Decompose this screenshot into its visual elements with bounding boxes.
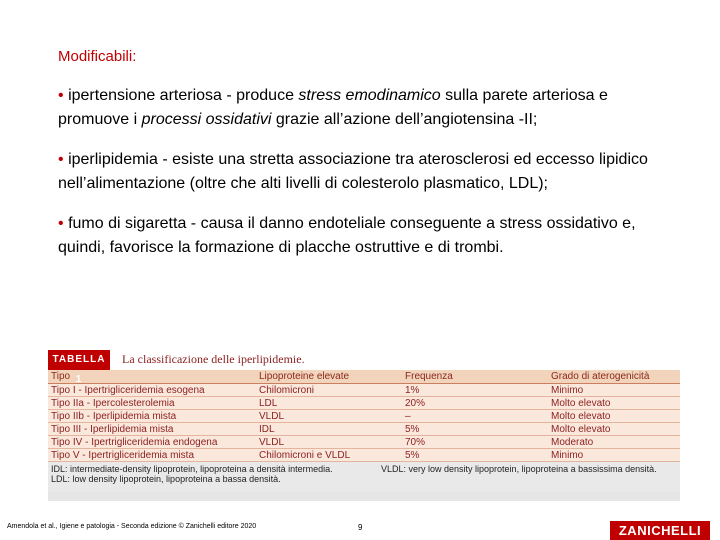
bullet-term: fumo di sigaretta bbox=[68, 215, 187, 232]
table-cell: 70% bbox=[402, 436, 548, 449]
table-cell: Tipo IIb - Iperlipidemia mista bbox=[48, 410, 256, 423]
bullet-list bbox=[58, 84, 678, 276]
note-ldl: LDL: low density lipoprotein, lipoproteina a bassa densità. bbox=[51, 474, 281, 484]
note-left bbox=[51, 464, 333, 484]
table-cell: LDL bbox=[256, 397, 402, 410]
bullet-text: sulla parete arteriosa e promuove i bbox=[58, 87, 608, 128]
table-cell: Molto elevato bbox=[548, 410, 680, 423]
table-cell: 5% bbox=[402, 449, 548, 462]
table-row bbox=[48, 410, 680, 423]
table-row bbox=[48, 423, 680, 436]
bullet-text: - produce bbox=[221, 87, 299, 104]
table-row bbox=[48, 397, 680, 410]
col-header: Lipoproteine elevate bbox=[256, 370, 402, 384]
table-cell: Chilomicroni e VLDL bbox=[256, 449, 402, 462]
bullet-hyperlipidemia bbox=[58, 148, 678, 196]
bullet-text: - causa il danno endoteliale conseguente a stress ossidativo e, quindi, favorisce la formazione di placche ostruttive e di trombi. bbox=[58, 215, 636, 256]
table-cell: VLDL bbox=[256, 410, 402, 423]
table-row bbox=[48, 384, 680, 397]
table-row bbox=[48, 436, 680, 449]
table-cell: – bbox=[402, 410, 548, 423]
table-cell: Tipo III - Iperlipidemia mista bbox=[48, 423, 256, 436]
table-cell: Molto elevato bbox=[548, 397, 680, 410]
bullet-hypertension bbox=[58, 84, 678, 132]
bullet-dot: • bbox=[58, 87, 64, 104]
col-header: Frequenza bbox=[402, 370, 548, 384]
footer-citation: Amendola et al., Igiene e patologia - Seconda edizione © Zanichelli editore 2020 bbox=[7, 523, 257, 530]
table-cell: Tipo V - Ipertrigliceridemia mista bbox=[48, 449, 256, 462]
table-cell: Tipo IV - Ipertrigliceridemia endogena bbox=[48, 436, 256, 449]
col-header: Grado di aterogenicità bbox=[548, 370, 680, 384]
table-cell: Tipo I - Ipertrigliceridemia esogena bbox=[48, 384, 256, 397]
table-header-row bbox=[48, 370, 680, 384]
bullet-italic: stress emodinamico bbox=[298, 87, 441, 104]
table-cell: IDL bbox=[256, 423, 402, 436]
table-cell: Moderato bbox=[548, 436, 680, 449]
table-notes bbox=[48, 462, 680, 492]
bullet-smoking bbox=[58, 212, 678, 260]
table-cell: Minimo bbox=[548, 384, 680, 397]
table-cell: Minimo bbox=[548, 449, 680, 462]
heading: Modificabili: bbox=[58, 48, 137, 65]
lipidemia-table bbox=[48, 350, 680, 501]
table-cell: Tipo IIa - Ipercolesterolemia bbox=[48, 397, 256, 410]
col-header: Tipo bbox=[48, 370, 256, 384]
table-label: TABELLA 1 bbox=[48, 350, 110, 370]
table-row bbox=[48, 449, 680, 462]
table-cell: 20% bbox=[402, 397, 548, 410]
bullet-term: iperlipidemia bbox=[68, 151, 158, 168]
note-idl: IDL: intermediate-density lipoprotein, lipoproteina a densità intermedia. bbox=[51, 464, 333, 474]
bullet-text: grazie all’azione dell’angiotensina -II; bbox=[271, 111, 538, 128]
publisher-logo: ZANICHELLI bbox=[610, 521, 710, 540]
note-vldl: VLDL: very low density lipoprotein, lipoproteina a bassissima densità. bbox=[381, 464, 657, 474]
table-cell: 5% bbox=[402, 423, 548, 436]
table-cell: VLDL bbox=[256, 436, 402, 449]
bullet-term: ipertensione arteriosa bbox=[68, 87, 222, 104]
table-cell: Molto elevato bbox=[548, 423, 680, 436]
table-cell: 1% bbox=[402, 384, 548, 397]
classification-table bbox=[48, 370, 680, 462]
page-number: 9 bbox=[358, 523, 363, 532]
table-caption: La classificazione delle iperlipidemie. bbox=[122, 352, 305, 366]
bullet-dot: • bbox=[58, 215, 64, 232]
bullet-dot: • bbox=[58, 151, 64, 168]
table-cell: Chilomicroni bbox=[256, 384, 402, 397]
bullet-italic: processi ossidativi bbox=[141, 111, 272, 128]
bullet-text: - esiste una stretta associazione tra aterosclerosi ed eccesso lipidico nell’alimentazione (oltre che alti livelli di colesterolo plasmatico, LDL); bbox=[58, 151, 648, 192]
